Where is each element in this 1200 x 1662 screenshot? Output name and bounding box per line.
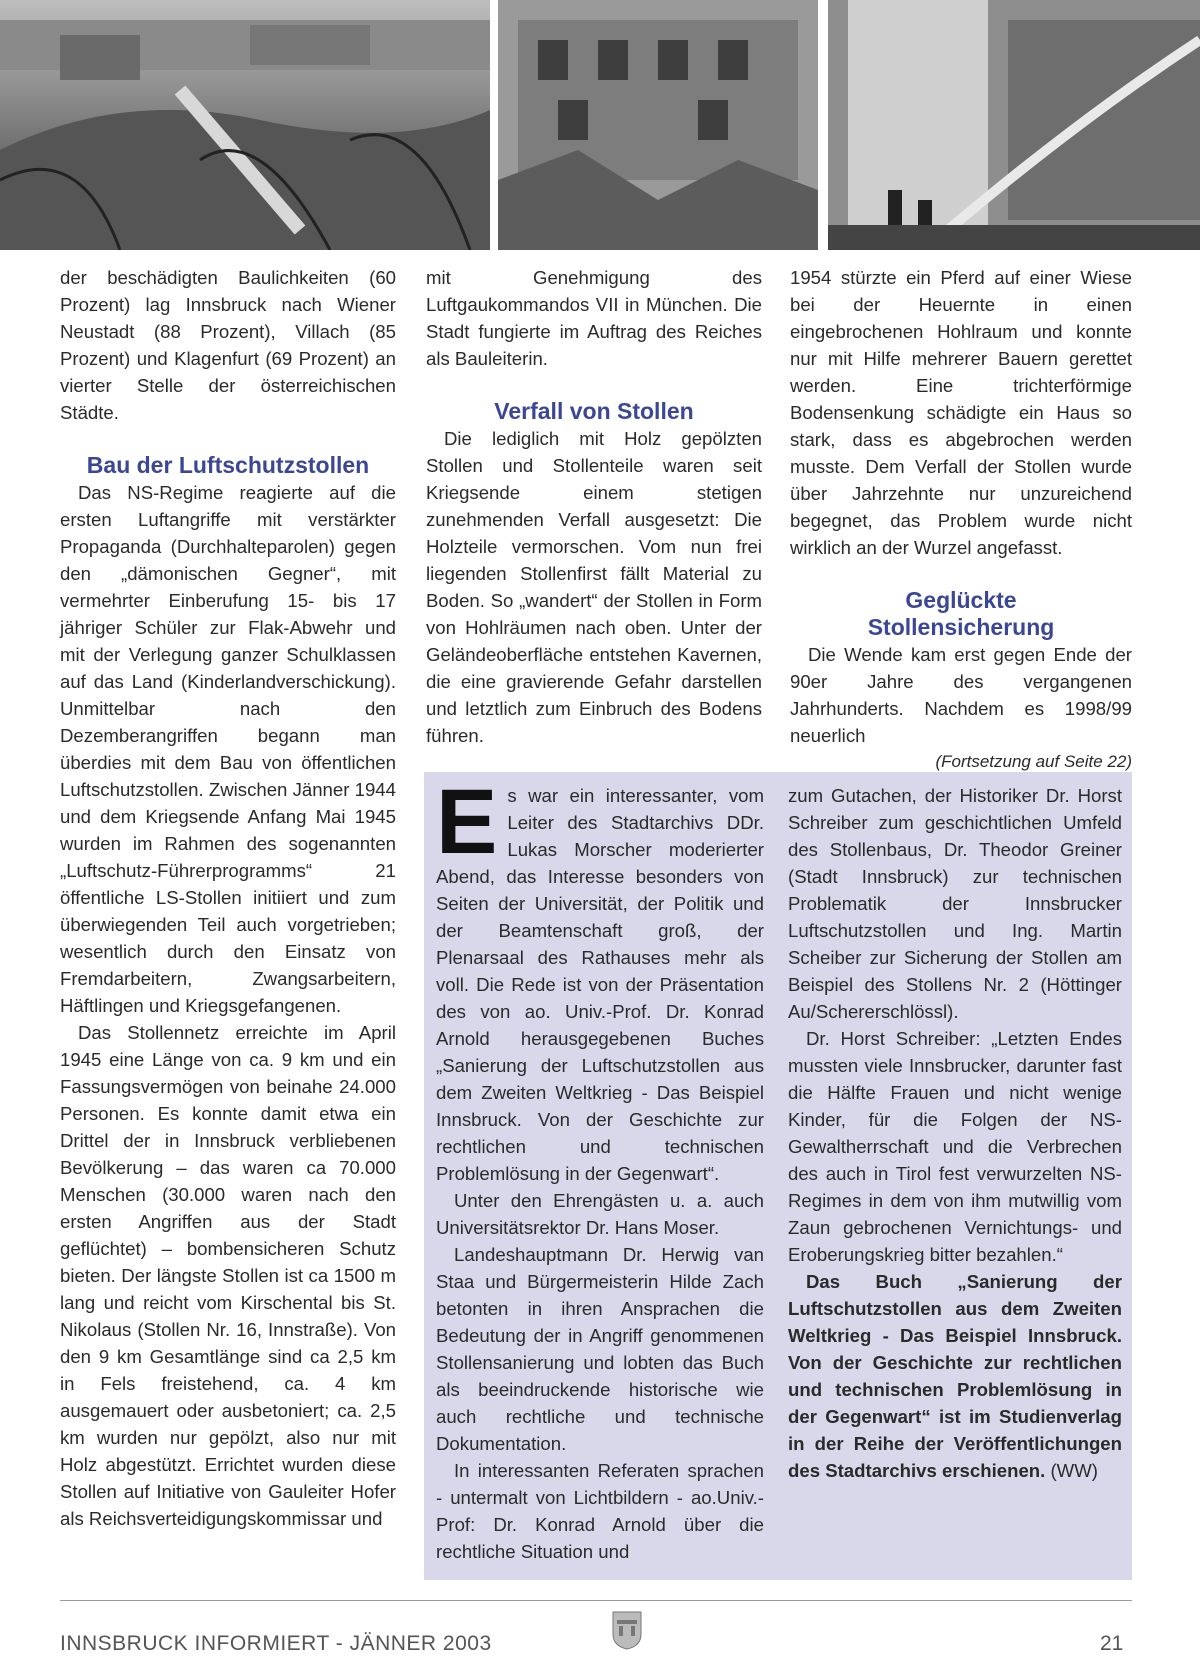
paragraph: mit Genehmigung des Luftgaukommandos VII in München. Die Stadt fungierte im Auftrag des Reiches als Bauleiterin.: [426, 267, 762, 369]
paragraph: Die lediglich mit Holz gepölzten Stollen und Stollenteile waren seit Kriegsende einem stetigen zunehmenden Verfall ausgesetzt: Die Holzteile vermorschen. Vom nun frei liegenden Stollenfirst fällt Material zu Boden. So „wandert“ der Stollen in Form von Hohlräumen nach oben. Unter der Geländeoberfläche entstehen Kavernen, die eine gravierende Gefahr darstellen und letztlich zum Einbruch des Bodens führen.: [426, 428, 762, 746]
paragraph: Das Stollennetz erreichte im April 1945 eine Länge von ca. 9 km und ein Fassungsvermögen von beinahe 24.000 Personen. Es konnte damit etwa ein Drittel der in Innsbruck verbliebenen Bevölkerung – das waren ca 70.000 Menschen (30.000 waren nach den ersten Angriffen aus der Stadt geflüchtet) – bombensicheren Schutz bieten. Der längste Stollen ist ca 1500 m lang und reicht vom Kirschental bis St. Nikolaus (Stollen Nr. 16, Innstraße). Von den 9 km Gesamtlänge sind ca 2,5 km in Fels freistehend, ca. 4 km ausgemauert oder ausbetoniert; ca. 2,5 km wurden nur gepölzt, also nur mit Holz abgestützt. Errichtet wurden diese Stollen auf Initiative von Gauleiter Hofer als Reichsverteidigungskommissar und: [60, 1022, 396, 1529]
photo-firefighters: [828, 0, 1200, 250]
page-number: 21: [1100, 1632, 1124, 1655]
footer-publication: INNSBRUCK INFORMIERT - JÄNNER 2003: [60, 1632, 492, 1655]
paragraph: Dr. Horst Schreiber: „Letzten Endes mussten viele Innsbrucker, darunter fast die Hälfte Frauen und nicht wenige Kinder, für die Folgen der NS-Gewaltherrschaft und die Verbrechen des auch in Tirol fest verwurzelten NS-Regimes in dem von ihm mutwillig vom Zaun gebrochenen Vernichtungs- und Eroberungskrieg bitter bezahlen.“: [788, 1028, 1122, 1265]
section-heading-verfall: Verfall von Stollen: [494, 398, 694, 424]
paragraph-text: s war ein interessanter, vom Leiter des Stadtarchivs DDr. Lukas Morscher moderierter Abend, das Interesse besonders von Seiten der Universität, der Politik und der Beamtenschaft groß, der Plenarsaal des Rathauses mehr als voll. Die Rede ist von der Präsentation des von ao. Univ.-Prof. Dr. Konrad Arnold herausgegebenen Buches „Sanierung der Luftschutzstollen aus dem Zweiten Weltkrieg - Das Beispiel Innsbruck. Von der Geschichte zur rechtlichen und technischen Problemlösung in der Gegenwart“.: [436, 785, 764, 1184]
paragraph: In interessanten Referaten sprachen - untermalt von Lichtbildern - ao.Univ.-Prof: Dr. Konrad Arnold über die rechtliche Situation und: [436, 1460, 764, 1562]
paragraph: zum Gutachen, der Historiker Dr. Horst Schreiber zum geschichtlichen Umfeld des Stollenbaus, Dr. Theodor Greiner (Stadt Innsbruck) zur technischen Problematik der Innsbrucker Luftschutzstollen und Ing. Martin Scheiber zur Sicherung der Stollen am Beispiel des Stollens Nr. 2 (Höttinger Au/Schererschlössl).: [788, 785, 1122, 1022]
footer-divider: [60, 1600, 1132, 1601]
paragraph: [436, 771, 764, 1187]
paragraph: Die Wende kam erst gegen Ende der 90er Jahre des vergangenen Jahrhunderts. Nachdem es 1998/99 neuerlich: [790, 644, 1132, 746]
photo-strip: [0, 0, 1200, 250]
article-column-1: [60, 264, 396, 1532]
photo-bombed-city-view: [0, 0, 490, 250]
article-column-2: [426, 264, 762, 749]
paragraph: [788, 1268, 1122, 1484]
section-heading-bau: Bau der Luftschutzstollen: [86, 452, 370, 478]
author-initials: (WW): [1045, 1460, 1098, 1481]
article-column-3: [790, 264, 1132, 775]
book-presentation-box: [424, 772, 1132, 1580]
paragraph: Unter den Ehrengästen u. a. auch Universitätsrektor Dr. Hans Moser.: [436, 1190, 764, 1238]
heading-line-2: Stollensicherung: [867, 614, 1055, 640]
box-column-1: [436, 771, 764, 1565]
section-heading-geglueckte: [790, 587, 1132, 641]
heading-line-1: Geglückte: [905, 587, 1017, 613]
paragraph: der beschädigten Baulichkeiten (60 Prozent) lag Innsbruck nach Wiener Neustadt (88 Prozent), Villach (85 Prozent) und Klagenfurt (69 Prozent) an vierter Stelle der österreichischen Städte.: [60, 267, 396, 423]
paragraph: Landeshauptmann Dr. Herwig van Staa und Bürgermeisterin Hilde Zach betonten in ihren Ansprachen die Bedeutung der in Angriff genommenen Stollensanierung und lobten das Buch als beeindruckende historische wie auch rechtliche und technische Dokumentation.: [436, 1244, 764, 1454]
paragraph: 1954 stürzte ein Pferd auf einer Wiese bei der Heuernte in einen eingebrochenen Hohlraum und konnte nur mit Hilfe mehrerer Bauern gerettet werden. Eine trichterförmige Bodensenkung schädigte ein Haus so stark, dass es abgebrochen werden musste. Dem Verfall der Stollen wurde über Jahrzehnte nur unzureichend begegnet, das Problem wurde nicht wirklich an der Wurzel angefasst.: [790, 267, 1132, 558]
box-column-2: [788, 782, 1122, 1484]
photo-destroyed-building: [498, 0, 818, 250]
paragraph: Das NS-Regime reagierte auf die ersten Luftangriffe mit verstärkter Propaganda (Durchhalteparolen) gegen den „dämonischen Gegner“, mit vermehrter Einberufung 15- bis 17 jähriger Schüler zur Flak-Abwehr und mit der Verlegung ganzer Schulklassen auf das Land (Kinderlandverschickung). Unmittelbar nach den Dezemberangriffen begann man überdies mit dem Bau von öffentlichen Luftschutzstollen. Zwischen Jänner 1944 und dem Kriegsende Anfang Mai 1945 wurden im Rahmen des sogenannten „Luftschutz-Führerprogramms“ 21 öffentliche LS-Stollen initiiert und zum überwiegenden Teil auch vorgetrieben; wesentlich durch den Einsatz von Fremdarbeitern, Zwangsarbeitern, Häftlingen und Kriegsgefangenen.: [60, 482, 396, 1016]
city-crest-icon: [611, 1610, 643, 1650]
book-note-bold: Das Buch „Sanierung der Luftschutzstollen aus dem Zweiten Weltkrieg - Das Beispiel Innsbruck. Von der Geschichte zur rechtlichen und technischen Problemlösung in der Gegenwart“ ist im Studienverlag in der Reihe der Veröffentlichungen des Stadtarchivs erschienen.: [788, 1271, 1122, 1481]
drop-cap: E: [436, 771, 498, 873]
continuation-note: (Fortsetzung auf Seite 22): [935, 752, 1132, 771]
